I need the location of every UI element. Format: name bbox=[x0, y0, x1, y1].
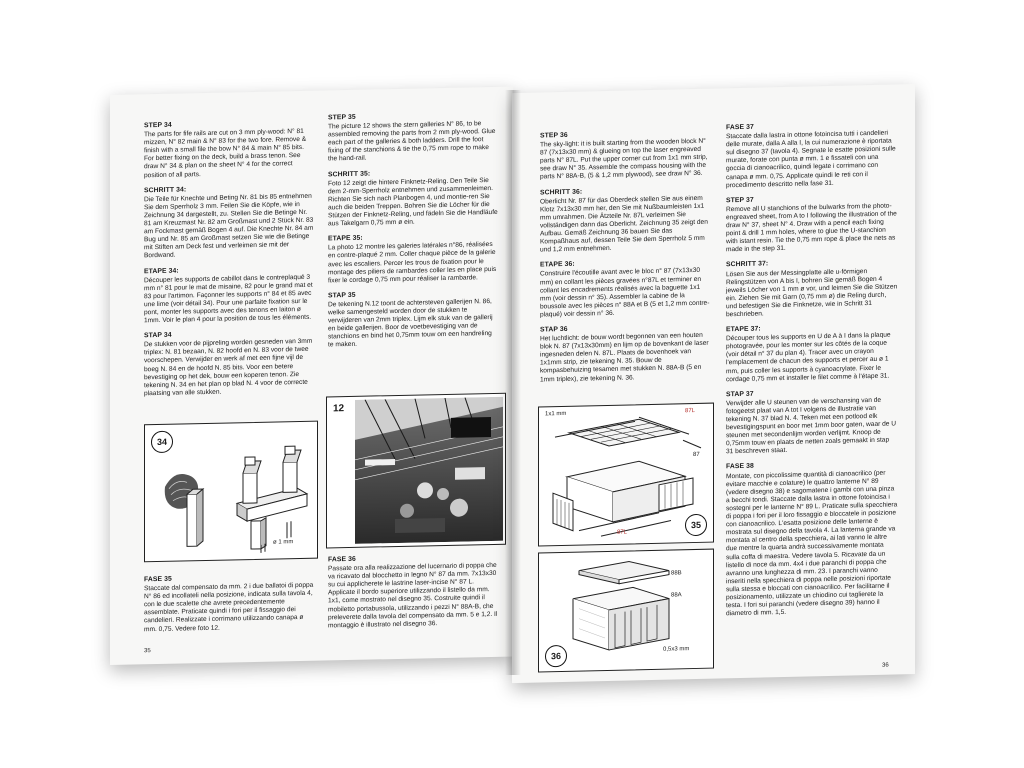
step-heading: ETAPE 34: bbox=[144, 267, 179, 275]
instruction-step bbox=[144, 329, 314, 398]
right-column-1 bbox=[540, 129, 712, 392]
step-text: Het luchtlicht: de bouw wordt begonnen van een houten blok N. 87 (7x13x30mm) en lijm op de bovenkant de laser ingesneden delen N. 87L. Plaats de bovenhoek van 1x1mm strip, zie tekening N. 35. Bouw de kompasbehuizing tesamen met stukken N. 88A-B (5 en 1mm triplex), zie tekening N. 36. bbox=[540, 331, 709, 384]
left-column-2 bbox=[328, 111, 498, 357]
page-number-right: 36 bbox=[882, 662, 889, 669]
figure-number-badge: 34 bbox=[151, 431, 173, 453]
step-text: De stukken voor de pijpreling worden gesneden van 3mm triplex: N. 81 bezaan, N. 82 hoofd en N. 83 voor de twee voorschepen. Verwijder en werk af met een fijne vijl de boeg N. 84 en de hoofd N. 85 bits. Voor een betere bevestiging op het dek, bouw een koperen tenon. Zie tekening N. 34 en het plan op blad N. 4 voor de correcte plaatsing van alle stukken. bbox=[144, 338, 313, 398]
figure-number-badge: 35 bbox=[685, 514, 707, 536]
photo-12 bbox=[326, 393, 506, 549]
instruction-step bbox=[144, 573, 314, 634]
step-heading: SCHRITT 37: bbox=[726, 260, 769, 269]
step-heading: FASE 35 bbox=[144, 575, 172, 584]
step-text: Die Teile für Knechte und Beting Nr. 81 bis 85 entnehmen Sie dem Sperrholz 3 mm. Feilen Sie die Köpfe, wie in Zeichnung 34 dargestellt, zu. Stellen Sie die Betinge Nr. 81 am Kreuzmast Nr. 82 am Großmast und 2 Stück Nr. 83 am Fockmast gemäß Bogen 4 auf. Die Knechte Nr. 84 am Bug und Nr. 85 am Großmast setzen Sie wie die Betinge mit Stiften am Deck fest und verleimen sie mit der Bordwand. bbox=[144, 192, 314, 260]
left-column-1 bbox=[144, 119, 314, 405]
figure-36-compass-housing bbox=[538, 549, 714, 673]
part-87l-label: 87L bbox=[685, 407, 696, 415]
left-page bbox=[110, 87, 513, 665]
step-heading: STEP 34 bbox=[144, 121, 172, 130]
ship-deck-photo bbox=[355, 397, 503, 544]
step-heading: FASE 38 bbox=[726, 463, 754, 471]
step-text: Verwijder alle U steunen van de verschansing van de fotogeetst plaat van A tot I volgens de illustratie van tekening N. 37 blad N. 4. Teken met een potlood elk bevestigingspunt en boor met 1mm boor gaten, waar de U steunen met secondenlijm worden verlijmt. Knoop de 0,75mm touw en plaats de netten zoals gemaakt in stap 31 beschreven staat. bbox=[726, 396, 897, 456]
left-column-2-bottom bbox=[328, 553, 498, 637]
step-text: The picture 12 shows the stern galleries N° 86, to be assembled removing the parts from 2 mm ply-wood. Glue each part of the galleries & both ladders. Drill the foot fixing of the stanchions & tie the 0,75 mm rope to make the hand-rail. bbox=[328, 120, 496, 163]
step-heading: STEP 35 bbox=[328, 113, 356, 122]
instruction-step bbox=[540, 258, 712, 320]
pin-size-label: ø 1 mm bbox=[273, 539, 294, 546]
step-heading: ETAPE 37: bbox=[726, 325, 761, 334]
page-number-left: 35 bbox=[144, 648, 151, 655]
step-text: Découper les supports de cabillot dans le contreplaqué 3 mm n° 81 pour le mat de misaine, 82 pour le grand mat et 83 pour l'artimon. Façonner les supports n° 84 et 85 avec une lime (voir détail 34). Pour une parfaite fixation sur le pont, monter les supports avec des tenons en laiton ø 1mm. Voir le plan 4 pour la position de tous les éléments. bbox=[144, 273, 313, 325]
step-text: The sky-light: it is built starting from the wooden block N° 87 (7x13x30 mm) & glueing on top the laser engreaved parts N° 87L. Put the upper corner cut from 1x1 mm strip, see draw N° 35. Assemble the compass housing with the parts N° 88A-B, (5 & 1,2 mm plywood), see draw N° 36. bbox=[540, 137, 708, 181]
instruction-step bbox=[540, 323, 712, 385]
part-88b-label: 88B bbox=[671, 570, 682, 577]
step-text: Staccate dalla lastra in ottone fotoincisa tutti i candelieri delle murate, dalla A alla I, la cui numerazione è riportata sul disegno 37 (tavola 4). Segnate le esatte posizioni sulle murate, forate con punta ø mm. 1 e fissateli con una goccia di cianoacrilico, quindi legate i corrimano con canapa ø mm. 0,75. Applicate quindi le reti con il procedimento descritto nella fase 31. bbox=[726, 129, 896, 189]
step-heading: ETAPE 35: bbox=[328, 234, 363, 243]
part-88a-label: 88A bbox=[671, 592, 682, 599]
step-heading: STAP 36 bbox=[540, 325, 568, 334]
instruction-step bbox=[328, 289, 498, 350]
step-text: The parts for fife rails are cut on 3 mm ply-wood: N° 81 mizzen, N° 82 main & N° 83 for the two fore. Remove & finish with a small file the bow N° 84 & main N° 85 bits. For better fixing on the deck, build a brass tenon. See draw N° 34 & plan on the sheet N° 4 for the correct position of all parts. bbox=[144, 128, 307, 179]
figure-34-drawing bbox=[144, 421, 318, 563]
step-text: Découper tous les supports en U de A à I dans la plaque photogravée, pour les monter sur les côtés de la coque (voir détail n° 37 du plan 4). Tracer avec un crayon l'emplacement de chacun des supports et percer au ø 1 mm, puis coller les supports à cyanoacrylate. Fixer le cordage 0,75 mm et installer le filet comme à l'étape 31. bbox=[726, 331, 891, 383]
strip-dimension-label: 0,5x3 mm bbox=[663, 646, 690, 653]
step-heading: ETAPE 36: bbox=[540, 261, 575, 269]
step-heading: STEP 37 bbox=[726, 196, 754, 205]
instruction-step bbox=[726, 193, 898, 255]
step-text: Oberlicht Nr. 87 für das Oberdeck stellen Sie aus einem Klotz 7x13x30 mm her, den Sie mit Nußbaumleisten 1x1 mm umrahmen. Die Ätzteile Nr. 87L verleimen Sie vollständigen dann das Oberlicht. Zeichnung 35 zeigt den Aufbau. Gemäß Zeichnung 36 bauen Sie das Kompaßhaus auf, dessen Teile Sie dem Sperrholz 5 mm und 1,2 mm entnehmen. bbox=[540, 194, 708, 254]
step-text: Lösen Sie aus der Messingplatte alle u-förmigen Relingstützen von A bis I, bohren Sie gemäß Bogen 4 jeweils Löcher von 1 mm ø vor, und leimen Sie die Stützen ein. Ziehen Sie mit Garn (0,75 mm ø) die Reling durch, und befestigen Sie die Finknetze, wie in Schritt 31 beschrieben. bbox=[726, 267, 898, 319]
step-text: Montate, con piccolissime quantità di cianoacrilico (per evitare macchie e colature) le quattro lanterne N° 89 (vedere disegno 38) e sagomatene i gambi con una pinza a becchi tondi. Staccate dalla lastra in ottone fotoincisa i sostegni per le lanterne N° 89 L. Praticate sulla specchiera di poppa i fori per il loro fissaggio e bloccatele in posizione con cianoacrilico. L'esatta posizione delle lanterne è mostrata sul disegno della tavola 4. La lanterna grande va montata al centro della specchiera, ai lati vanno le altre due mentre la quarta andrà successivamente montata sulla coffa di maestra. Vedere tavola 5. Ricavate da un listello di noce da mm. 4x4 i due paranchi di poppa che avranno una lunghezza di mm. 23. I paranchi vanno inseriti nella specchiera di poppa nelle posizioni riportate sulla stessa e bloccati con cianoacrilico. Per facilitarne il posizionamento, utilizzate un chiodino cui taglierete la testa. I fori sui paranchi (vedere disegno 39) hanno il diametro di mm. 1,5. bbox=[726, 469, 898, 618]
book-gutter bbox=[505, 90, 521, 675]
instruction-step bbox=[726, 258, 898, 320]
photo-number: 12 bbox=[333, 403, 345, 415]
instruction-step bbox=[540, 129, 712, 182]
step-text: Staccate dal compensato da mm. 2 i due ballatoi di poppa N° 86 ed incollateli nella posizione, indicata sulla tavola 4, con le due scalette che avrete precedentemente assemblate. Praticate quindi i fori per il fissaggio dei candelieri. Realizzate i corrimano utilizzando canapa ø mm. 0,75. Vedere foto 12. bbox=[144, 581, 314, 633]
step-text: La photo 12 montre les galeries latérales n°86, réalisées en contre-plaqué 2 mm. Coller chaque pièce de la galerie avec les escaliers. Percer les trous de fixation pour le montage des piliers de rambardes coller les en place puis fixer le cordage 0,75 mm pour réaliser la rambarde. bbox=[328, 241, 497, 285]
strip-size-label: 1x1 mm bbox=[545, 410, 567, 418]
instruction-step bbox=[726, 460, 898, 619]
instruction-step bbox=[726, 387, 898, 457]
step-heading: SCHRITT 35: bbox=[328, 170, 371, 178]
instruction-step bbox=[328, 111, 498, 164]
step-text: De tekening N.12 toont de achtersteven gallerijen N. 86, welke samengesteld worden door de stukken te verwijderen van 2mm triplex. Lijm elk stuk van de gallerij en beide gallerijen. Boor de voetbevestiging van de stanchions en bind het 0,75mm touw om een handreling te maken. bbox=[328, 297, 493, 349]
step-text: Remove all U stanchions of the bulwarks from the photo-engreaved sheet, from A to I following the illustration of the draw N° 37, sheet N° 4. Draw with a pencil each fixing point & drill 1 mm holes, where to glue the U-stanchion with istant resin. Tie the 0,75 mm rope & place the nets as made in the step 31. bbox=[726, 202, 897, 254]
step-text: Construire l'écoutille avant avec le bloc n° 87 (7x13x30 mm) en collant les pièces gravées n°87L et terminer en collant les encadrements réalisés avec la baguette 1x1 mm (voir dessin n° 35). Assembler la cabine de la boussole avec les pièces n° 88A et B (5 et 1,2 mm contre-plaqué) voir dessin n° 36. bbox=[540, 267, 710, 319]
step-text: Passate ora alla realizzazione del lucernario di poppa che va ricavato dal blocchetto in legno N° 87 da mm. 7x13x30 su cui applicherete le lastrine laser-incise N° 87 L. Applicate il bordo superiore utilizzando il listello da mm. 1x1, come mostrato nel disegno 35. Costruite quindi il mobiletto portabussola, utilizzando i pezzi N° 88A-B, che preleverete dalla tavola del compensato da mm. 5 e 1,2. Il montaggio è illustrato nel disegno 36. bbox=[328, 561, 498, 630]
instruction-step bbox=[144, 183, 314, 260]
step-text: Foto 12 zeigt die hintere Finknetz-Reling. Den Teile Sie dem 2-mm-Sperrholz entnehmen und zusammenleimen. Richten Sie sich nach Planbogen 4, und montie-ren Sie auch die beiden Treppen. Bohren Sie die Löcher für die Stützen der Finknetz-Reling, und fädeln Sie die Handläufe aus Takelgarn 0,75 mm ø ein. bbox=[328, 176, 498, 228]
figure-35-skylight bbox=[538, 403, 714, 547]
right-page bbox=[512, 84, 915, 683]
right-column-2 bbox=[726, 120, 898, 625]
instruction-step bbox=[144, 119, 314, 180]
figure-number-badge: 36 bbox=[545, 645, 567, 667]
left-column-1-bottom bbox=[144, 573, 314, 641]
instruction-step bbox=[144, 264, 314, 325]
step-heading: SCHRITT 36: bbox=[540, 188, 583, 197]
instruction-step bbox=[328, 167, 498, 228]
part-87l-label-lower: 87L bbox=[617, 529, 628, 536]
part-87-label: 87 bbox=[693, 451, 700, 459]
instruction-step bbox=[328, 553, 498, 630]
step-heading: STAP 34 bbox=[144, 331, 172, 340]
step-heading: STAP 37 bbox=[726, 390, 754, 399]
instruction-step bbox=[540, 185, 712, 255]
step-heading: SCHRITT 34: bbox=[144, 186, 187, 194]
step-heading: FASE 36 bbox=[328, 555, 356, 564]
instruction-step bbox=[726, 120, 898, 190]
instruction-step bbox=[328, 232, 498, 285]
step-heading: FASE 37 bbox=[726, 123, 754, 132]
step-heading: STAP 35 bbox=[328, 291, 356, 300]
instruction-step bbox=[726, 322, 898, 384]
step-heading: STEP 36 bbox=[540, 131, 568, 140]
